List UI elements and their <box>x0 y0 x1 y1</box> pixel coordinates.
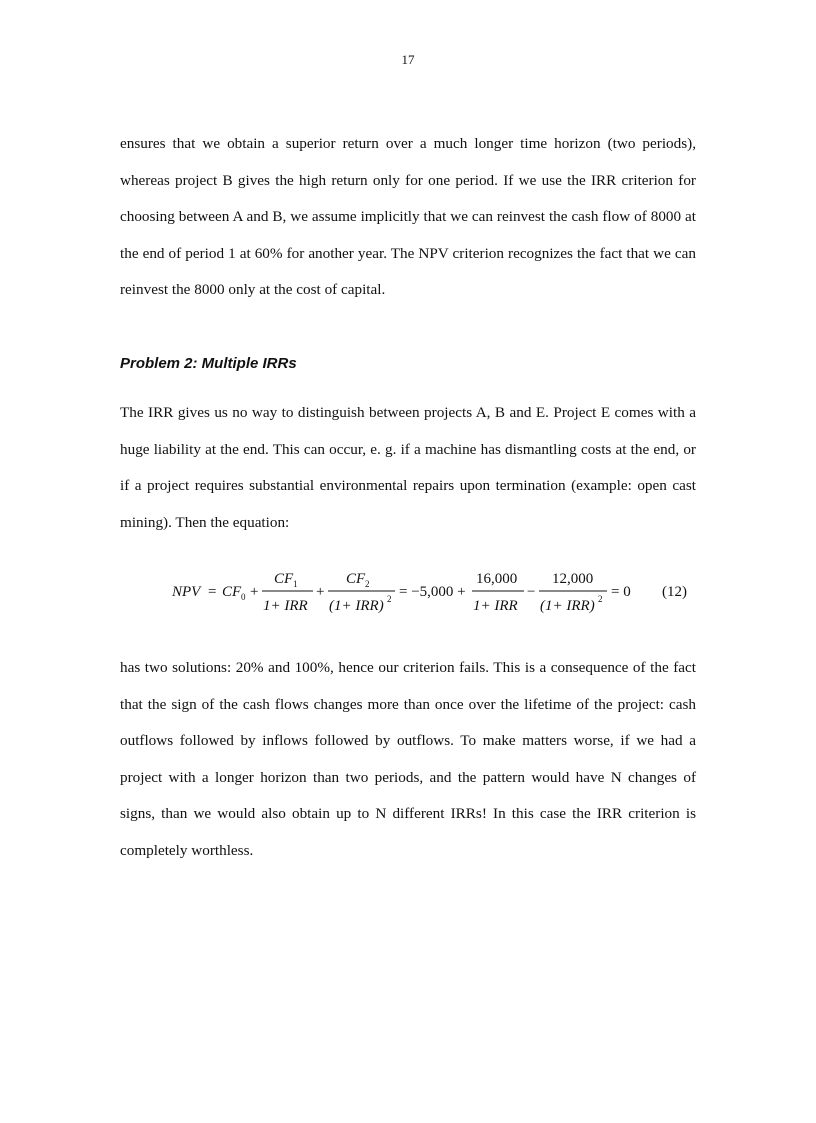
eq-cf1: CF <box>274 571 294 587</box>
eq-den-2: (1+ IRR) <box>329 598 384 614</box>
eq-cf1-sub: 1 <box>293 579 298 589</box>
paragraph-project-e: The IRR gives us no way to distinguish between projects A, B and E. Project E comes with a huge liability at the end. This can occur, e. g. if a machine has dismantling costs at the end, or if a project requires substantial environmental repairs upon termination (example: open cast mining). Then the equation: <box>120 404 696 531</box>
eq-cf2: CF <box>346 571 366 587</box>
eq-den-2-sup: 2 <box>387 594 392 604</box>
section-heading-multiple-irrs: Problem 2: Multiple IRRs <box>120 355 297 372</box>
eq-equals-zero: = 0 <box>611 584 631 600</box>
eq-number: (12) <box>662 584 687 600</box>
eq-den-3: 1+ IRR <box>473 598 518 614</box>
eq-den-4-sup: 2 <box>598 594 603 604</box>
paragraph-reinvestment: ensures that we obtain a superior return over a much longer time horizon (two periods), whereas project B gives the high return only for one period. If we use the IRR criterion for choosing between A and B, we assume implicitly that we can reinvest the cash flow of 8000 at the end of period 1 at 60% for another year. The NPV criterion recognizes the fact that we can reinvest the 8000 only at the cost of capital. <box>120 135 696 299</box>
eq-plus-1: + <box>250 584 259 600</box>
paragraph-two-solutions: has two solutions: 20% and 100%, hence our criterion fails. This is a consequence of the fact that the sign of the cash flows changes more than once over the lifetime of the project: cash outflows followed by inflows followed by outflows. To make matters worse, if we had a project with a longer horizon than two periods, and the pattern would have N changes of signs, than we would also obtain up to N different IRRs! In this case the IRR criterion is completely worthless. <box>120 659 696 859</box>
eq-cf0: CF <box>222 584 242 600</box>
eq-num-2: 12,000 <box>552 571 594 587</box>
eq-num-1: 16,000 <box>476 571 518 587</box>
eq-den-1: 1+ IRR <box>263 598 308 614</box>
eq-equals-1: = <box>208 584 217 600</box>
eq-cf2-sub: 2 <box>365 579 370 589</box>
eq-cf0-sub: 0 <box>241 592 246 602</box>
eq-plus-2: + <box>316 584 325 600</box>
page-number: 17 <box>401 52 415 67</box>
eq-minus: − <box>527 584 536 600</box>
eq-initial: = −5,000 + <box>399 584 466 600</box>
eq-den-4: (1+ IRR) <box>540 598 595 614</box>
npv-equation <box>0 560 816 630</box>
eq-npv: NPV <box>172 584 201 600</box>
